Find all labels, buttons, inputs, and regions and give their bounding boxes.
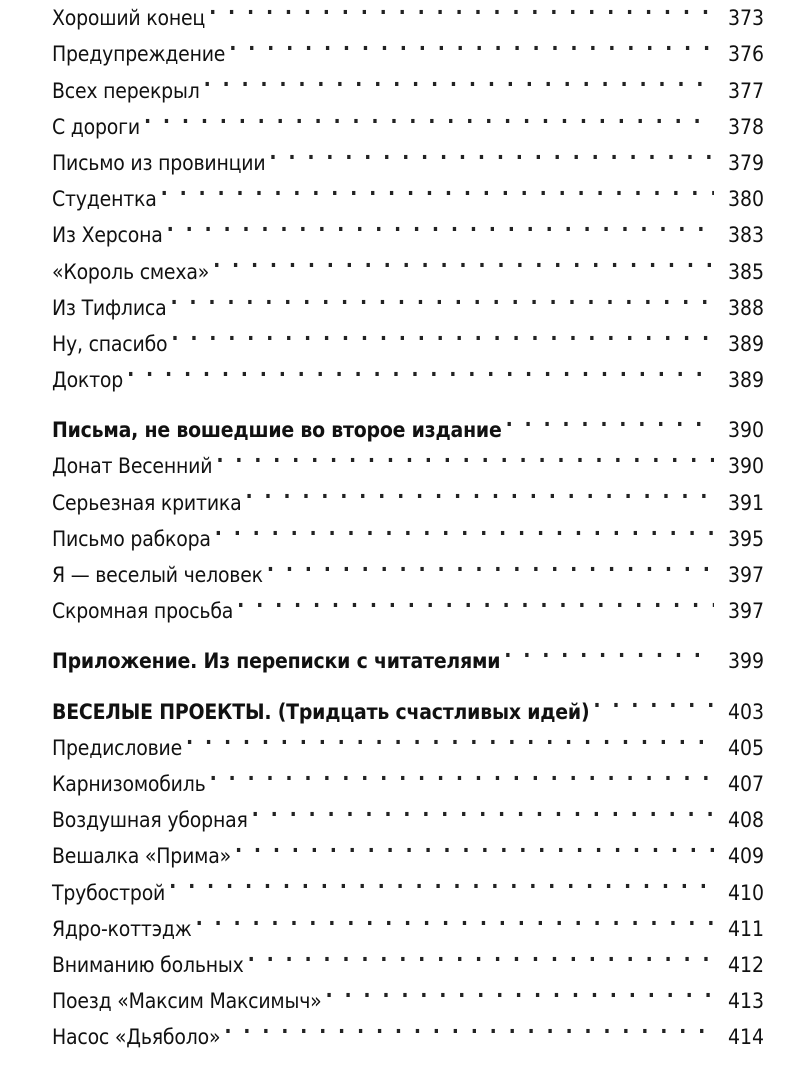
toc-entry-page: 397 [714, 557, 764, 593]
dot-leader [225, 25, 714, 61]
toc-entry-title: Трубострой [52, 880, 166, 905]
toc-entry-khoroshiy-konets [52, 0, 764, 31]
toc-entry-page: 379 [714, 145, 764, 181]
dot-leader [167, 315, 714, 351]
toc-entry-iz-khersona [52, 206, 764, 248]
dot-leader [192, 900, 714, 936]
toc-entry-title: Письма, не вошедшие во второе издание [52, 418, 502, 443]
toc-entry-page: 408 [714, 802, 764, 838]
toc-entry-title: Предисловие [52, 735, 183, 760]
dot-leader [182, 719, 714, 755]
toc-entry-page: 409 [714, 838, 764, 874]
dot-leader [209, 242, 714, 278]
dot-leader [233, 582, 714, 618]
toc-entry-title: С дороги [52, 114, 140, 139]
toc-entry-title: Воздушная уборная [52, 808, 248, 833]
dot-leader [589, 682, 714, 718]
toc-entry-title: Серьезная критика [52, 490, 242, 515]
toc-section-heading-veselye-proekty [52, 682, 764, 724]
toc-entry-page: 397 [714, 593, 764, 629]
dot-leader [140, 98, 714, 134]
dot-leader [166, 279, 714, 315]
dot-leader [200, 61, 714, 97]
toc-entry-page: 388 [714, 290, 764, 326]
toc-entry-title: ВЕСЕЛЫЕ ПРОЕКТЫ. (Тридцать счастливых идей) [52, 699, 590, 724]
toc-entry-title: Ядро-коттэдж [52, 916, 192, 941]
toc-entry-page: 390 [714, 412, 764, 448]
toc-section-heading-prilozhenie [52, 632, 764, 674]
dot-leader [244, 936, 714, 972]
toc-entry-title: Вешалка «Прима» [52, 844, 231, 869]
dot-leader [163, 206, 714, 242]
toc-section-heading-pisma [52, 401, 764, 443]
toc-entry-title: Из Херсона [52, 223, 163, 248]
toc-entry-title: Поезд «Максим Максимыч» [52, 989, 322, 1014]
toc-entry-title: Хороший конец [52, 6, 206, 31]
toc-entry-title: Вниманию больных [52, 952, 244, 977]
toc-entry-page: 403 [714, 694, 764, 730]
toc-entry-page: 378 [714, 109, 764, 145]
toc-entry-page: 410 [714, 875, 764, 911]
toc-entry-page: 405 [714, 730, 764, 766]
toc-entry-page: 399 [714, 643, 764, 679]
toc-entry-title: «Король смеха» [52, 259, 210, 284]
toc-entry-title: Карнизомобиль [52, 771, 206, 796]
toc-entry-title: Ну, спасибо [52, 331, 168, 356]
toc-entry-title: Приложение. Из переписки с читателями [52, 649, 501, 674]
toc-entry-page: 377 [714, 73, 764, 109]
toc-entry-title: Всех перекрыл [52, 78, 200, 103]
toc-entry-page: 414 [714, 1019, 764, 1055]
toc-entry-page: 376 [714, 36, 764, 72]
toc-entry-title: Из Тифлиса [52, 295, 167, 320]
toc-entry-title: Я — веселый человек [52, 563, 263, 587]
dot-leader [211, 510, 714, 546]
toc-entry-title: Доктор [52, 368, 124, 393]
toc-entry-pismo-iz-provintsii [52, 134, 764, 175]
toc-entry-page: 413 [714, 983, 764, 1019]
toc-entry-studentka [52, 170, 764, 212]
toc-entry-page: 385 [714, 254, 764, 290]
toc-entry-page: 407 [714, 766, 764, 802]
toc-entry-page: 390 [714, 448, 764, 484]
toc-entry-title: Насос «Дьяболо» [52, 1025, 221, 1050]
toc-entry-title: Письмо рабкора [52, 526, 211, 551]
dot-leader [500, 632, 714, 668]
toc-entry-title: Письмо из провинции [52, 150, 266, 175]
toc-entry-page: 411 [714, 911, 764, 947]
toc-entry-page: 391 [714, 485, 764, 521]
toc-entry-page: 373 [714, 0, 764, 36]
toc-entry-page: 389 [714, 326, 764, 362]
dot-leader [241, 473, 714, 509]
dot-leader [205, 0, 714, 25]
dot-leader [265, 134, 714, 170]
dot-leader [206, 755, 714, 791]
dot-leader [157, 170, 714, 206]
toc-entry-page: 395 [714, 521, 764, 557]
toc-entry-page: 380 [714, 181, 764, 217]
toc-entry-page: 412 [714, 947, 764, 983]
toc-entry-doktor [52, 351, 764, 393]
dot-leader [212, 437, 714, 473]
toc-entry-title: Предупреждение [52, 42, 226, 67]
dot-leader [502, 401, 714, 437]
dot-leader [220, 1008, 714, 1044]
toc-entry-title: Скромная просьба [52, 599, 234, 624]
toc-entry-title: Студентка [52, 187, 157, 212]
dot-leader [123, 351, 714, 387]
dot-leader [263, 546, 714, 582]
toc-entry-page: 383 [714, 217, 764, 253]
table-of-contents [52, 0, 764, 1050]
toc-entry-s-dorogi [52, 98, 764, 139]
dot-leader [322, 972, 714, 1008]
dot-leader [165, 863, 714, 899]
toc-entry-title: Донат Весенний [52, 454, 213, 479]
dot-leader [248, 791, 714, 827]
toc-entry-page: 389 [714, 362, 764, 398]
dot-leader [231, 827, 714, 863]
